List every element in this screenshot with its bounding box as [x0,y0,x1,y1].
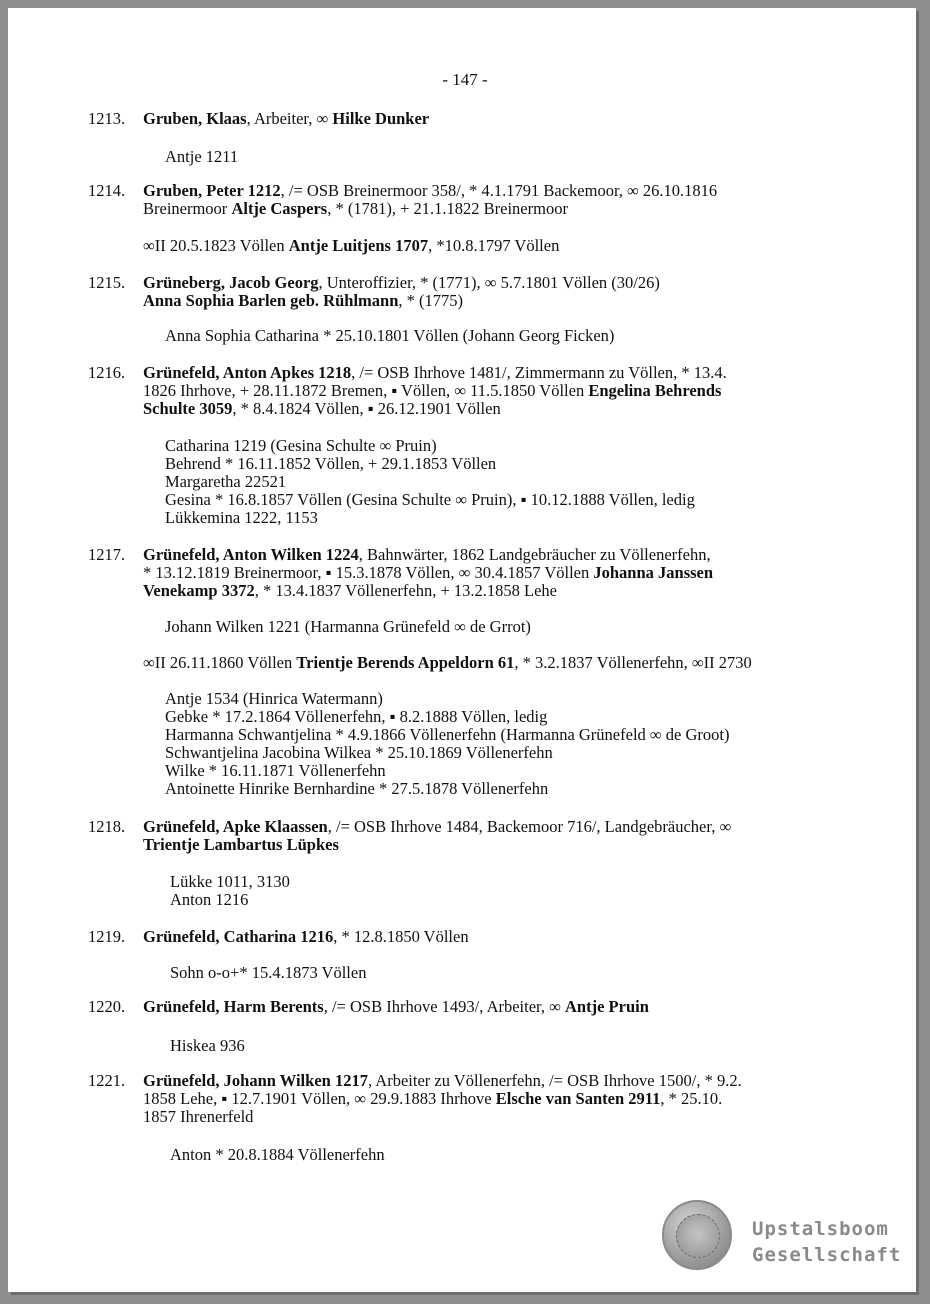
children-list [170,1146,385,1164]
brand-line-2: Gesellschaft [752,1244,902,1266]
child-line: Antoinette Hinrike Bernhardine * 27.5.1878 Völlenerfehn [165,779,549,798]
entry-number: 1218. [88,817,126,836]
spouse-name: Trientje Lambartus Lüpkes [143,835,339,854]
spouse-name: Hilke Dunker [332,109,430,128]
children-list [165,327,614,345]
child-line: Antje 1211 [165,147,239,166]
child-line: Gesina * 16.8.1857 Völlen (Gesina Schulte ∞ Pruin), ▪ 10.12.1888 Völlen, ledig [165,490,695,509]
child-line: Lükke 1011, 3130 [170,872,290,891]
entry-number: 1219. [88,927,126,946]
child-line: Antje 1534 (Hinrica Watermann) [165,689,383,708]
entry-number: 1220. [88,997,126,1016]
child-line: Lükkemina 1222, 1153 [165,508,318,527]
spouse-name: Altje Caspers [231,199,328,218]
child-line: Anton * 20.8.1884 Völlenerfehn [170,1145,385,1164]
children-list [165,618,531,636]
child-line: Anna Sophia Catharina * 25.10.1801 Völlen (Johann Georg Ficken) [165,326,615,345]
person-name: Grünefeld, Anton Wilken 1224 [143,545,359,564]
child-line: Anton 1216 [170,890,249,909]
children-list [170,1037,245,1055]
entry-number: 1217. [88,545,126,564]
child-line: Wilke * 16.11.1871 Völlenerfehn [165,761,386,780]
spouse-name: Engelina Behrends [588,381,722,400]
spouse-name: Antje Luitjens 1707 [288,236,429,255]
spouse-name: Trientje Berends Appeldorn 61 [296,653,515,672]
spouse-name: Schulte 3059 [143,399,233,418]
children-list [170,873,290,909]
spouse-name: Venekamp 3372 [143,581,255,600]
child-line: Schwantjelina Jacobina Wilkea * 25.10.1869 Völlenerfehn [165,743,553,762]
person-name: Grüneberg, Jacob Georg [143,273,319,292]
page-number: - 147 - [442,70,488,89]
children-list [165,690,729,798]
person-name: Grünefeld, Catharina 1216 [143,927,334,946]
child-line: Gebke * 17.2.1864 Völlenerfehn, ▪ 8.2.1888 Völlen, ledig [165,707,548,726]
person-name: Grünefeld, Harm Berents [143,997,324,1016]
spouse-name: Antje Pruin [565,997,649,1016]
children-list [165,148,238,166]
person-name: Gruben, Peter 1212 [143,181,281,200]
entry-number: 1213. [88,109,126,128]
child-line: Johann Wilken 1221 (Harmanna Grünefeld ∞ de Grrot) [165,617,531,636]
spouse-name: Anna Sophia Barlen geb. Rühlmann [143,291,399,310]
entry-number: 1215. [88,273,126,292]
entry-number: 1221. [88,1071,126,1090]
spouse-name: Johanna Janssen [593,563,714,582]
child-line: Margaretha 22521 [165,472,287,491]
second-marriage: ∞II 26.11.1860 Völlen Trientje Berends Appeldorn 61, * 3.2.1837 Völlenerfehn, ∞II 2730 [143,653,752,672]
brand-line-1: Upstalsboom [752,1218,889,1240]
children-list [165,437,695,527]
entry-number: 1214. [88,181,126,200]
person-name: Grünefeld, Johann Wilken 1217 [143,1071,368,1090]
child-line: Harmanna Schwantjelina * 4.9.1866 Völlenerfehn (Harmanna Grünefeld ∞ de Groot) [165,725,730,744]
child-line: Behrend * 16.11.1852 Völlen, + 29.1.1853 Völlen [165,454,497,473]
spouse-name: Elsche van Santen 2911 [495,1089,661,1108]
person-name: Gruben, Klaas [143,109,247,128]
child-line: Sohn o-o+* 15.4.1873 Völlen [170,963,367,982]
child-line: Catharina 1219 (Gesina Schulte ∞ Pruin) [165,436,437,455]
child-line: Hiskea 936 [170,1036,245,1055]
person-name: Grünefeld, Anton Apkes 1218 [143,363,352,382]
entry-number: 1216. [88,363,126,382]
seal-icon [662,1200,732,1270]
person-name: Grünefeld, Apke Klaassen [143,817,328,836]
second-marriage: ∞II 20.5.1823 Völlen Antje Luitjens 1707, *10.8.1797 Völlen [143,236,560,255]
children-list [170,964,366,982]
